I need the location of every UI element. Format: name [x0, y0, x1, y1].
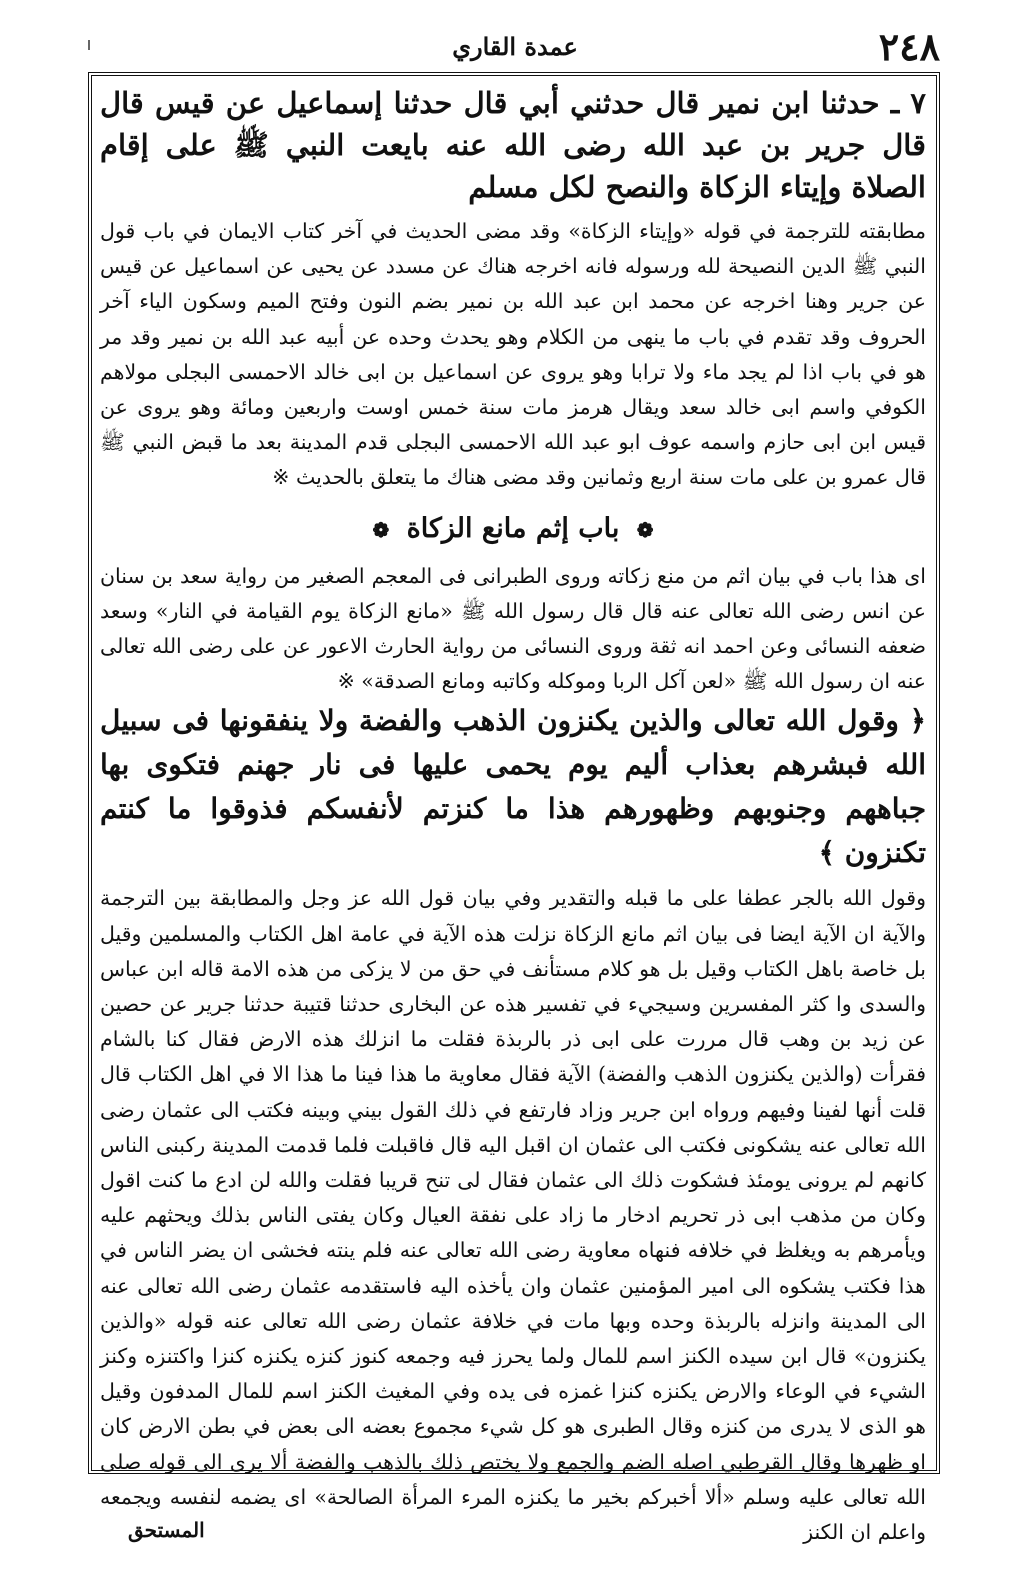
- ornament-right: ❁: [636, 517, 654, 542]
- tafsir-text: وقول الله بالجر عطفا على ما قبله والتقدير وفي بيان قول الله عز وجل والمطابقة بين الترجمة والآية ان الآية ايضا فى بيان اثم مانع الزكاة نزلت هذه الآية في عامة اهل الكتاب والمسلمين وقيل بل خاصة باهل الكتاب وقيل بل هو كلام مستأنف في حق من لا يزكى من هذه الامة قاله ابن عباس والسدى وا كثر المفسرين وسيجيء في تفسير هذه عن البخارى حدثنا قتيبة حدثنا جرير عن حصين عن زيد بن وهب قال مررت على ابى ذر بالربذة فقلت ما انزلك هذه الارض فقال كنا بالشام فقرأت (والذين يكنزون الذهب والفضة) الآية فقال معاوية ما هذا فينا ما هذا الا في اهل الكتاب قال قلت أنها لفينا وفيهم ورواه ابن جرير وزاد فارتفع في ذلك القول بيني وبينه فكتب الى عثمان رضى الله تعالى عنه يشكونى فكتب الى عثمان ان اقبل اليه قال فاقبلت فلما قدمت المدينة ركبنى الناس كانهم لم يرونى يومئذ فشكوت ذلك الى عثمان فقال لى تنح قريبا فقلت والله لن ادع ما كنت اقول وكان من مذهب ابى ذر تحريم ادخار ما زاد على نفقة العيال وكان يفتى الناس بذلك ويحثهم عليه ويأمرهم به ويغلظ في خلافه فنهاه معاوية رضى الله تعالى عنه فلم ينته فخشى ان يضر الناس في هذا فكتب يشكوه الى امير المؤمنين عثمان وان يأخذه اليه فاستقدمه عثمان رضى الله تعالى عنه الى المدينة وانزله بالربذة وحده وبها مات في خلافة عثمان رضى الله تعالى عنه قوله «والذين يكنزون» قال ابن سيده الكنز اسم للمال ولما يحرز فيه وجمعه كنوز كنزه يكنزه كنزا واكتنزه وكنز الشيء في الوعاء والارض يكنزه كنزا غمزه فى يده وفي المغيث الكنز اسم للمال المدفون وقيل هو الذى لا يدرى من كنزه وقال الطبرى هو كل شيء مجموع بعضه الى بعض في بطن الارض كان او ظهرها وقال القرطبي اصله الضم والجمع ولا يختص ذلك بالذهب والفضة ألا يرى الى قوله صلى الله تعالى عليه وسلم «ألا أخبركم بخير ما يكنزه المرء المرأة الصالحة» اى يضمه لنفسه ويجمعه واعلم ان الكنز: [100, 886, 926, 1545]
- ornament-left: ❁: [372, 517, 390, 542]
- hadith-heading: ٧ ـ حدثنا ابن نمير قال حدثني أبي قال حدثنا إسماعيل عن قيس قال قال جرير بن عبد الله رضى الله عنه بايعت النبي ﷺ على إقام الصلاة وإيتاء الزكاة والنصح لكل مسلم: [100, 86, 926, 204]
- chapter-title-text: باب إثم مانع الزكاة: [406, 512, 620, 544]
- chapter-title: [100, 510, 926, 549]
- running-title: عمدة القاري: [452, 32, 578, 61]
- page-body: [100, 82, 926, 1550]
- page-header: [90, 22, 940, 72]
- page-number: ٢٤٨: [878, 24, 940, 69]
- quran-verse: ﴿ وقول الله تعالى والذين يكنزون الذهب والفضة ولا ينفقونها فى سبيل الله فبشرهم بعذاب أليم يوم يحمى عليها فى نار جهنم فتكوى بها جباههم وجنوبهم وظهورهم هذا ما كنزتم لأنفسكم فذوقوا ما كنتم تكنزون ﴾: [100, 704, 926, 870]
- chapter-intro: اى هذا باب في بيان اثم من منع زكاته وروى الطبرانى فى المعجم الصغير من رواية سعد بن سنان عن انس رضى الله تعالى عنه قال قال رسول الله ﷺ «مانع الزكاة يوم القيامة في النار» وسعد ضعفه النسائى وعن احمد انه ثقة وروى النسائى من رواية الحارث الاعور عن على رضى الله تعالى عنه ان رسول الله ﷺ «لعن آكل الربا وموكله وكاتبه ومانع الصدقة» ※: [100, 563, 926, 694]
- hadith-commentary: مطابقته للترجمة في قوله «وإيتاء الزكاة» وقد مضى الحديث في آخر كتاب الايمان في باب قول النبي ﷺ الدين النصيحة لله ورسوله فانه اخرجه هناك عن مسدد عن يحيى عن اسماعيل عن قيس عن جرير وهنا اخرجه عن محمد ابن عبد الله بن نمير بضم النون وفتح الميم وسكون الياء آخر الحروف وقد تقدم في باب ما ينهى من الكلام وهو يحدث وحده عن أبيه عبد الله بن نمير وقد مر هو في باب اذا لم يجد ماء ولا ترابا وهو يروى عن اسماعيل بن ابى خالد الاحمسى البجلى مولاهم الكوفي واسم ابى خالد سعد ويقال هرمز مات سنة خمس اوست واربعين ومائة وهو يروى عن قيس ابن ابى حازم واسمه عوف ابو عبد الله الاحمسى البجلى قدم المدينة بعد ما قبض النبي ﷺ قال عمرو بن على مات سنة اربع وثمانين وقد مضى هناك ما يتعلق بالحديث ※: [100, 219, 926, 490]
- catchword: المستحق: [128, 1518, 205, 1542]
